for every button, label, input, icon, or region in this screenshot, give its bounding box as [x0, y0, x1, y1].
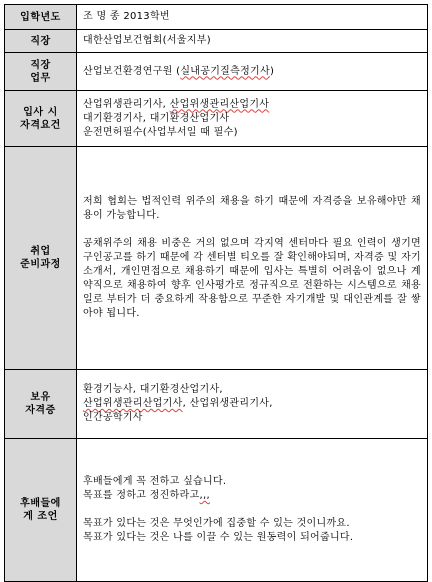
advice-paragraph: 목표가 있다는 것은 나를 이끌 수 있는 원동력이 되어줍니다.	[83, 532, 354, 543]
row-requirements	[5, 91, 428, 147]
workplace-label: 직장	[5, 30, 77, 53]
job-value-prefix: 산업보건환경연구원 (	[83, 65, 181, 77]
workplace-value: 대한산업보건협회(서울지부)	[77, 30, 428, 53]
requirements-line-text: 운전면허필수(사업부서일 때 필수)	[83, 126, 238, 138]
job-value-marked: 실내공기질측정기사	[180, 65, 270, 77]
requirements-line	[83, 98, 421, 112]
entrance-year-label: 입학년도	[5, 5, 77, 30]
certificate-line-marked: 산업위생관리산업기사	[83, 398, 183, 409]
certificates-value	[77, 370, 428, 439]
profile-sheet	[4, 4, 428, 582]
preparation-paragraph: 저희 협회는 법적인력 위주의 채용을 하기 때문에 자격증을 보유해야만 채용이 가능합니다.	[83, 196, 421, 221]
job-label: 직장 업무	[5, 53, 77, 91]
advice-line-text: 목표를 정하고 정진하라고	[83, 490, 200, 501]
certificate-line	[83, 383, 421, 397]
requirements-line	[83, 126, 421, 140]
advice-value	[77, 439, 428, 582]
certificate-line	[83, 397, 421, 411]
certificate-line-text: 환경기능사, 대기환경산업기사,	[83, 384, 223, 395]
advice-line: 후배들에게 꼭 전하고 싶습니다.	[83, 476, 227, 487]
certificates-label: 보유 자격증	[5, 370, 77, 439]
advice-label: 후배들에 게 조언	[5, 439, 77, 582]
advice-line-marked: ,,,	[199, 490, 210, 501]
advice-line	[83, 489, 421, 503]
entrance-year-value: 조 명 종 2013학번	[77, 5, 428, 30]
preparation-paragraph: 공채위주의 채용 비중은 거의 없으며 각지역 센터마다 필요 인력이 생기면 구인공고를 하기 때문에 각 센터별 티오를 잘 확인해야되며, 자격증 및 자기소개서, 개인면접으로 채용하기 때문에 입사는 특별히 어려움이 없으나 계약직으로 채용하여 향후 인사평가로 정규직으로 전환하는 시스템으로 채용일로 부터가 더 중요하게 작용함으로 꾸준한 자기개발 및 대인관계를 잘 쌓아야 됩니다.	[83, 238, 421, 319]
paragraph-gap	[83, 223, 421, 237]
preparation-value	[77, 147, 428, 370]
job-value	[77, 53, 428, 91]
row-entrance-year	[5, 5, 428, 30]
job-value-suffix: )	[269, 65, 275, 77]
preparation-label: 취업 준비과정	[5, 147, 77, 370]
requirements-line	[83, 112, 421, 126]
advice-paragraph: 목표가 있다는 것은 무엇인가에 집중할 수 있는 것이니까요.	[83, 518, 350, 529]
requirements-line-marked: 산업위생관리산업기사	[169, 98, 270, 110]
paragraph-gap	[83, 503, 421, 517]
row-certificates	[5, 370, 428, 439]
profile-table	[4, 4, 428, 582]
row-workplace	[5, 30, 428, 53]
requirements-value	[77, 91, 428, 147]
requirements-label: 입사 시 자격요건	[5, 91, 77, 147]
requirements-line-text: 산업위생관리기사,	[83, 98, 170, 110]
certificate-line	[83, 411, 421, 425]
certificate-line-text: 인간공학기사	[83, 412, 143, 423]
certificate-line-text: , 산업위생관리기사,	[182, 398, 273, 409]
requirements-line-text: 대기환경기사, 대기환경산업기사	[83, 112, 230, 124]
row-advice	[5, 439, 428, 582]
row-job	[5, 53, 428, 91]
row-preparation	[5, 147, 428, 370]
